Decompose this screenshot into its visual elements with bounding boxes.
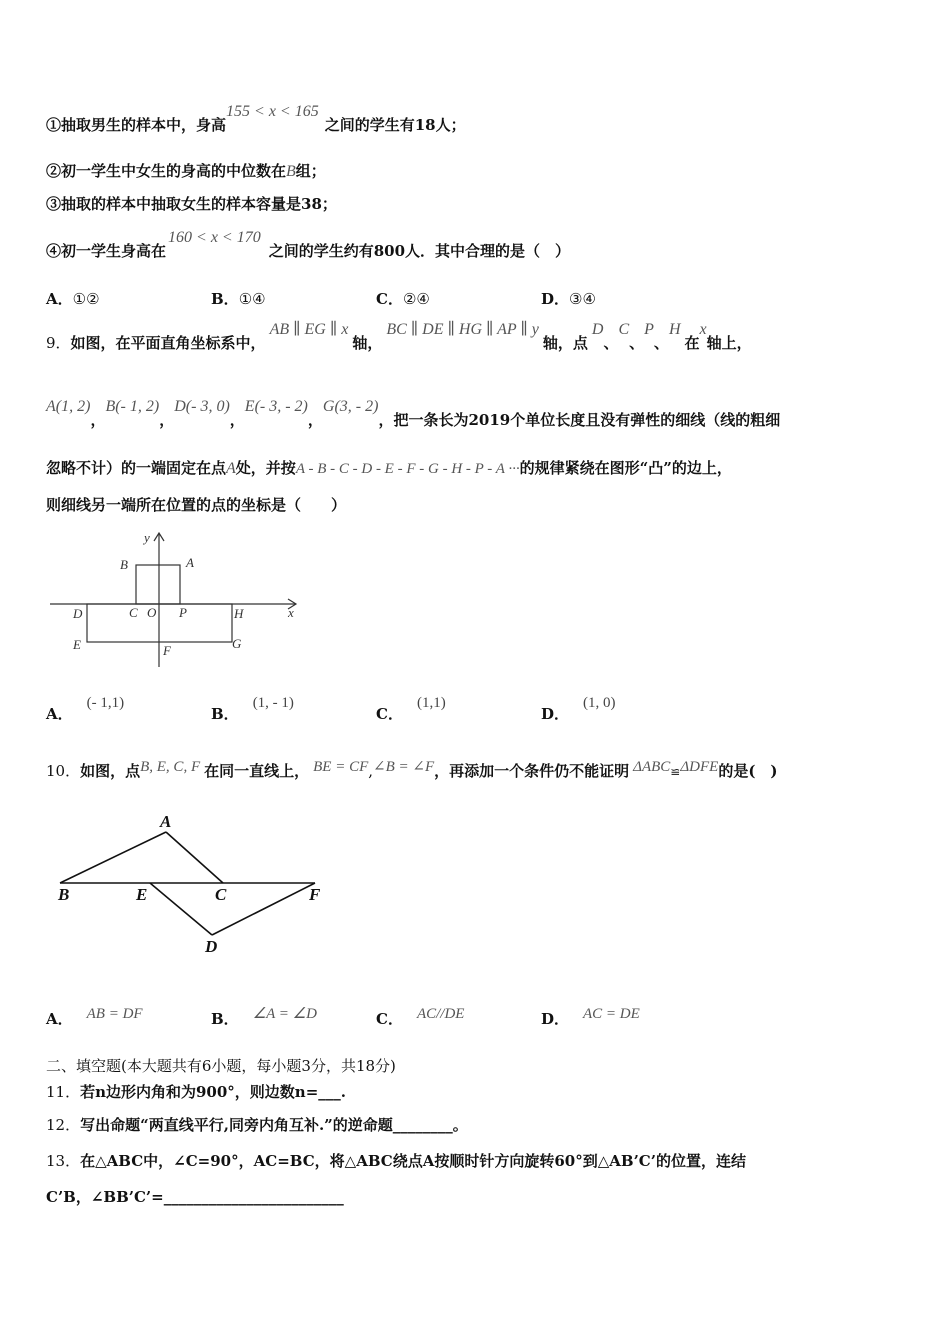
q9-figure (44, 527, 314, 672)
label-y: y (144, 530, 150, 545)
segment-ed (150, 883, 212, 935)
label-c: C (129, 605, 138, 620)
label-d: D (73, 606, 83, 621)
segment-ab (60, 832, 166, 883)
label-f: F (163, 643, 171, 658)
q13-line-1: 13．在△ABC中，∠C=90°，AC=BC，将△ABC绕点A按顺时针方向旋转60°到△AB’C’的位置，连结 (46, 1152, 746, 1170)
q9-option-b[interactable]: B．(1, - 1) (211, 695, 294, 723)
q10-option-b[interactable]: B． ∠A = ∠D (211, 1006, 317, 1028)
q11-number: 11． (46, 1083, 81, 1101)
q10-figure (50, 810, 350, 960)
q8-option-c[interactable]: C．②④ (376, 290, 430, 308)
label-f: F (309, 885, 321, 904)
label-b: B (120, 557, 128, 572)
q8-option-a[interactable]: A．①② (46, 290, 100, 308)
label-h: H (234, 606, 244, 621)
q8-statement-4: ④初一学生身高在160 < x < 170之间的学生约有800人．其中合理的是（ ） (46, 229, 571, 260)
segment-df (212, 883, 315, 935)
q13-number: 13． (46, 1152, 81, 1170)
q11: 11．若n边形内角和为900°，则边数n=___. (46, 1083, 347, 1101)
label-c: C (215, 885, 227, 904)
q8-s4-math: 160 < x < 170 (168, 229, 261, 246)
q9-option-d[interactable]: D．(1, 0) (541, 695, 616, 723)
label-e: E (73, 637, 81, 652)
q8-s1-math: 155 < x < 165 (226, 103, 319, 120)
label-a: A (186, 555, 194, 570)
q9-line-1: 9．如图，在平面直角坐标系中，AB ∥ EG ∥ x轴，BC ∥ DE ∥ HG ∥ AP ∥ y轴，点D、C、P、H在x轴上， (46, 321, 752, 352)
q12-number: 12． (46, 1116, 81, 1134)
q9-number: 9． (46, 334, 71, 352)
q13-line-2: C’B，∠BB’C’=________________________ (46, 1188, 344, 1206)
q8-option-b[interactable]: B．①④ (211, 290, 266, 308)
q10-option-c[interactable]: C． AC//DE (376, 1006, 465, 1028)
q8-s2-math: B (286, 163, 296, 180)
q9-line-2: A(1, 2)，B(- 1, 2)，D(- 3, 0)，E(- 3, - 2)，G(3, - 2)，把一条长为2019个单位长度且没有弹性的细线（线的粗细 (46, 398, 781, 429)
label-x: x (288, 605, 294, 620)
q9-option-c[interactable]: C．(1,1) (376, 695, 446, 723)
q8-statement-1: ①抽取男生的样本中，身高155 < x < 165之间的学生有18人； (46, 103, 466, 134)
q12: 12．写出命题“两直线平行,同旁内角互补.”的逆命题________。 (46, 1116, 468, 1134)
label-o: O (147, 605, 157, 620)
q8-statement-2: ②初一学生中女生的身高的中位数在B组； (46, 162, 326, 180)
q8-statement-3: ③抽取的样本中抽取女生的样本容量是38； (46, 195, 337, 213)
q10-option-d[interactable]: D． AC = DE (541, 1006, 640, 1028)
label-b: B (58, 885, 70, 904)
q10-option-a[interactable]: A． AB = DF (46, 1006, 143, 1028)
q10-line-1: 10．如图，点B, E, C, F 在同一直线上， BE = CF,∠B = ∠F，再添加一个条件仍不能证明 ΔABC≌ΔDFE的是( ) (46, 759, 778, 780)
segment-ac (166, 832, 223, 883)
section-2-heading: 二、填空题(本大题共有6小题，每小题3分，共18分) (46, 1057, 396, 1075)
label-e: E (136, 885, 148, 904)
q8-option-d[interactable]: D．③④ (541, 290, 596, 308)
label-p: P (179, 605, 187, 620)
upper-rect-abcp (136, 565, 180, 604)
label-d: D (205, 937, 218, 956)
q10-number: 10． (46, 762, 81, 780)
q9-line-3: 忽略不计）的一端固定在点A处，并按A - B - C - D - E - F - G - H - P - A ···的规律紧绕在图形“凸”的边上， (46, 459, 732, 477)
q9-option-a[interactable]: A．(- 1,1) (46, 695, 125, 723)
label-a: A (160, 812, 172, 831)
q9-line-4: 则细线另一端所在位置的点的坐标是（ ） (46, 496, 347, 514)
label-g: G (232, 636, 242, 651)
